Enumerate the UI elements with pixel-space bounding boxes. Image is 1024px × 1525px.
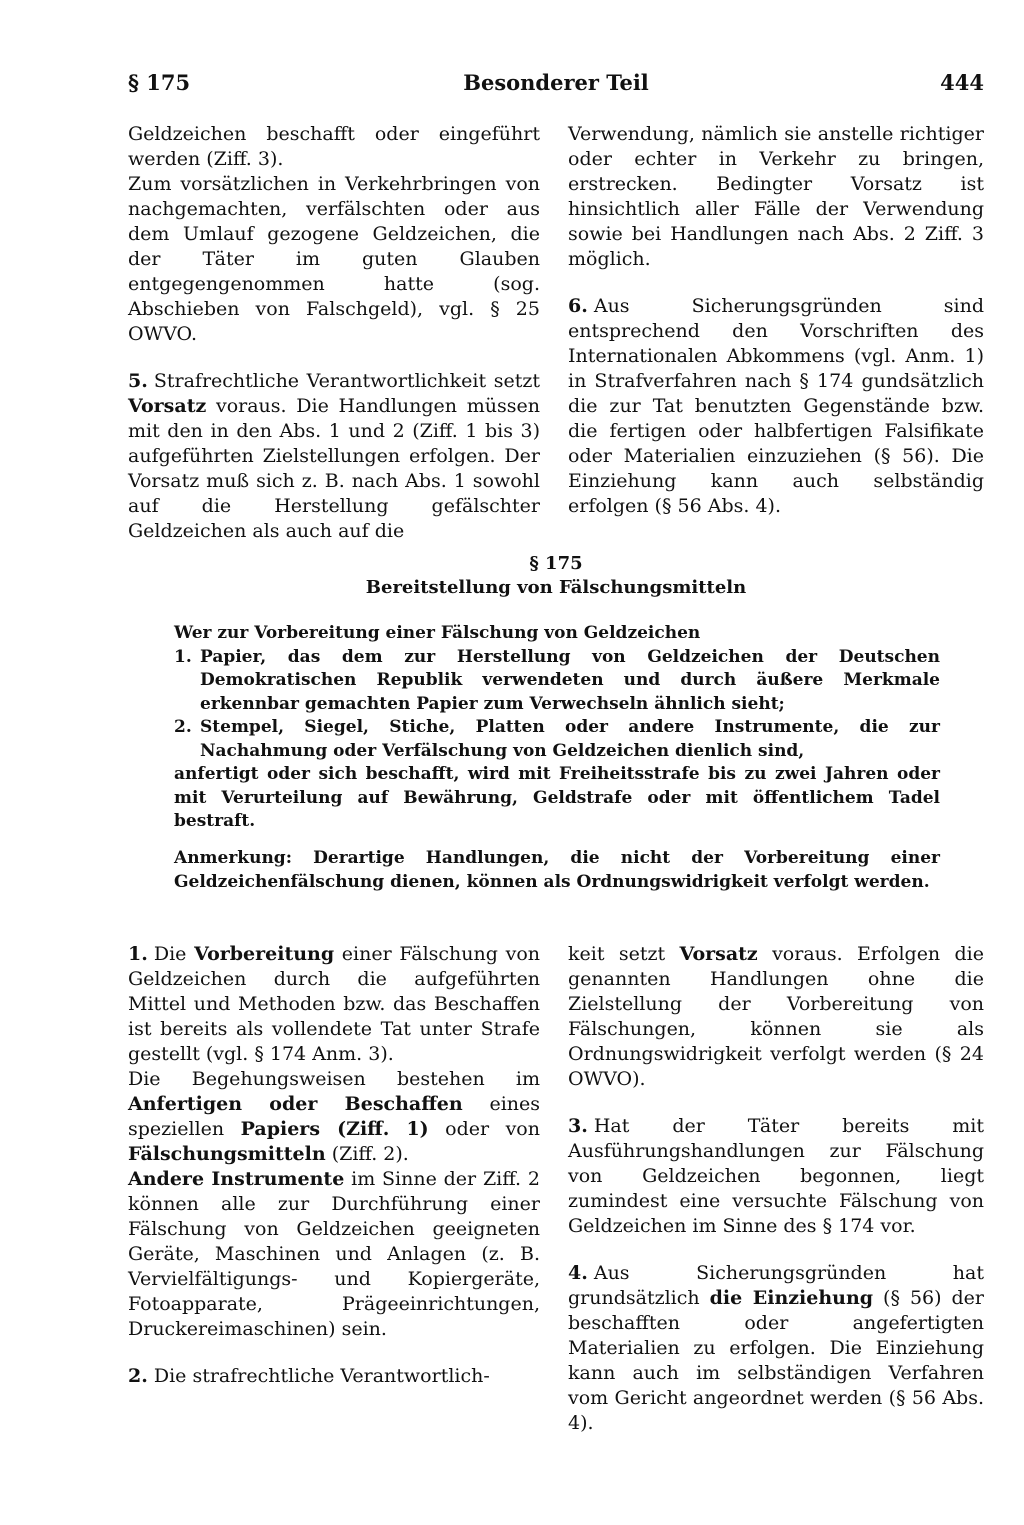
paragraph: Verwendung, nämlich sie anstelle richtiger oder echter in Verkehr zu bringen, erstrecken. Bedingter Vorsatz ist hinsichtlich aller Fälle der Verwendung sowie bei Handlungen nach Abs. 2 Ziff. 3 möglich.: [568, 123, 984, 270]
statute-text: [174, 622, 940, 834]
paragraph-number: 3.: [568, 1115, 588, 1137]
header-title: Besonderer Teil: [463, 70, 649, 95]
commentary-column-3: [128, 942, 540, 1389]
paragraph-2: 2. Die strafrechtliche Verantwortlich-: [128, 1365, 490, 1387]
statute-intro: Wer zur Vorbereitung einer Fälschung von Geldzeichen: [174, 623, 701, 643]
emphasis: Fälschungsmitteln: [128, 1143, 326, 1165]
paragraph-number: 5.: [128, 370, 148, 392]
commentary-column-1: [128, 122, 540, 544]
item-number: 2.: [174, 717, 192, 737]
item-number: 1.: [174, 646, 192, 667]
emphasis: Vorbereitung: [194, 943, 335, 965]
statute-closing: anfertigt oder sich beschafft, wird mit Freiheitsstrafe bis zu zwei Jahren oder mit Verurteilung auf Bewährung, Geldstrafe oder mit öffentlichem Tadel bestraft.: [174, 764, 940, 831]
page-number: 444: [940, 70, 984, 95]
paragraph-5: 5. Strafrechtliche Verantwortlichkeit setzt Vorsatz voraus. Die Handlungen müssen mit den in den Abs. 1 und 2 (Ziff. 1 bis 3) aufgeführten Zielstellungen erfolgen. Der Vorsatz muß sich z. B. nach Abs. 1 sowohl auf die Herstellung gefälschter Geldzeichen als auch auf die: [128, 370, 540, 542]
paragraph-number: 2.: [128, 1365, 148, 1387]
emphasis: Papiers (Ziff. 1): [240, 1118, 429, 1140]
paragraph-3: 3. Hat der Täter bereits mit Ausführungshandlungen zur Fälschung von Geldzeichen begonnen, liegt zumindest eine versuchte Fälschung von Geldzeichen im Sinne des § 174 vor.: [568, 1115, 984, 1237]
paragraph-number: 4.: [568, 1262, 588, 1284]
paragraph-number: 6.: [568, 295, 588, 317]
section-title: Bereitstellung von Fälschungsmitteln: [365, 577, 747, 598]
emphasis: Vorsatz: [679, 943, 758, 965]
paragraph: Die Begehungsweisen bestehen im Anfertigen oder Beschaffen eines speziellen Papiers (Ziff. 1) oder von Fälschungsmitteln (Ziff. 2).: [128, 1068, 540, 1165]
paragraph: Andere Instrumente im Sinne der Ziff. 2 können alle zur Durchführung einer Fälschung von Geldzeichen geeigneten Geräte, Maschinen und Anlagen (z. B. Vervielfältigungs- und Kopiergeräte, Fotoapparate, Prägeeinrichtungen, Druckereimaschinen) sein.: [128, 1168, 540, 1340]
emphasis: Vorsatz: [128, 395, 207, 417]
emphasis: Anfertigen oder Beschaffen: [128, 1093, 463, 1115]
header-section: § 175: [128, 70, 191, 95]
paragraph-6: 6. Aus Sicherungsgründen sind entsprechend den Vorschriften des Internationalen Abkommens (vgl. Anm. 1) in Strafverfahren nach § 174 gundsätzlich die zur Tat benutzten Gegenstände bzw. die fertigen oder halbfertigen Falsifikate oder Materialien einzuziehen (§ 56). Die Einziehung kann auch selbständig erfolgen (§ 56 Abs. 4).: [568, 295, 984, 517]
running-header: [128, 70, 984, 100]
paragraph-number: 1.: [128, 943, 148, 965]
paragraph: keit setzt Vorsatz voraus. Erfolgen die genannten Handlungen ohne die Zielstellung der Vorbereitung von Fälschungen, können sie als Ordnungswidrigkeit verfolgt werden (§ 24 OWVO).: [568, 943, 985, 1090]
paragraph: Zum vorsätzlichen in Verkehrbringen von nachgemachten, verfälschten oder aus dem Umlauf gezogene Geldzeichen, die der Täter im guten Glauben entgegengenommen hatte (sog. Abschieben von Falschgeld), vgl. § 25 OWVO.: [128, 173, 540, 345]
statute-item-2: 2. Stempel, Siegel, Stiche, Platten oder andere Instrumente, die zur Nachahmung oder Verfälschung von Geldzeichen dienlich sind,: [174, 717, 940, 761]
emphasis: die Einziehung: [709, 1287, 874, 1309]
annotation-note: Anmerkung: Derartige Handlungen, die nicht der Vorbereitung einer Geldzeichenfälschung dienen, können als Ordnungswidrigkeit verfolgt werden.: [174, 848, 940, 892]
section-number: § 175: [529, 553, 583, 574]
paragraph-4: 4. Aus Sicherungsgründen hat grundsätzlich die Einziehung (§ 56) der beschafften oder angefertigten Materialien zu erfolgen. Die Einziehung kann auch im selbständigen Verfahren vom Gericht angeordnet werden (§ 56 Abs. 4).: [568, 1262, 984, 1434]
statute-item-1: 1. Papier, das dem zur Herstellung von Geldzeichen der Deutschen Demokratischen Republik verwendeten und durch äußere Merkmale erkennbar gemachten Papier zum Verwechseln ähnlich sieht;: [174, 646, 940, 714]
emphasis: Andere Instrumente: [128, 1168, 345, 1190]
paragraph-1: 1. Die Vorbereitung einer Fälschung von Geldzeichen durch die aufgeführten Mittel und Methoden bzw. das Beschaffen ist bereits als vollendete Tat unter Strafe gestellt (vgl. § 174 Anm. 3).: [128, 943, 541, 1065]
commentary-column-4: [568, 942, 984, 1436]
commentary-column-2: [568, 122, 984, 519]
paragraph: Geldzeichen beschafft oder eingeführt werden (Ziff. 3).: [128, 123, 540, 170]
